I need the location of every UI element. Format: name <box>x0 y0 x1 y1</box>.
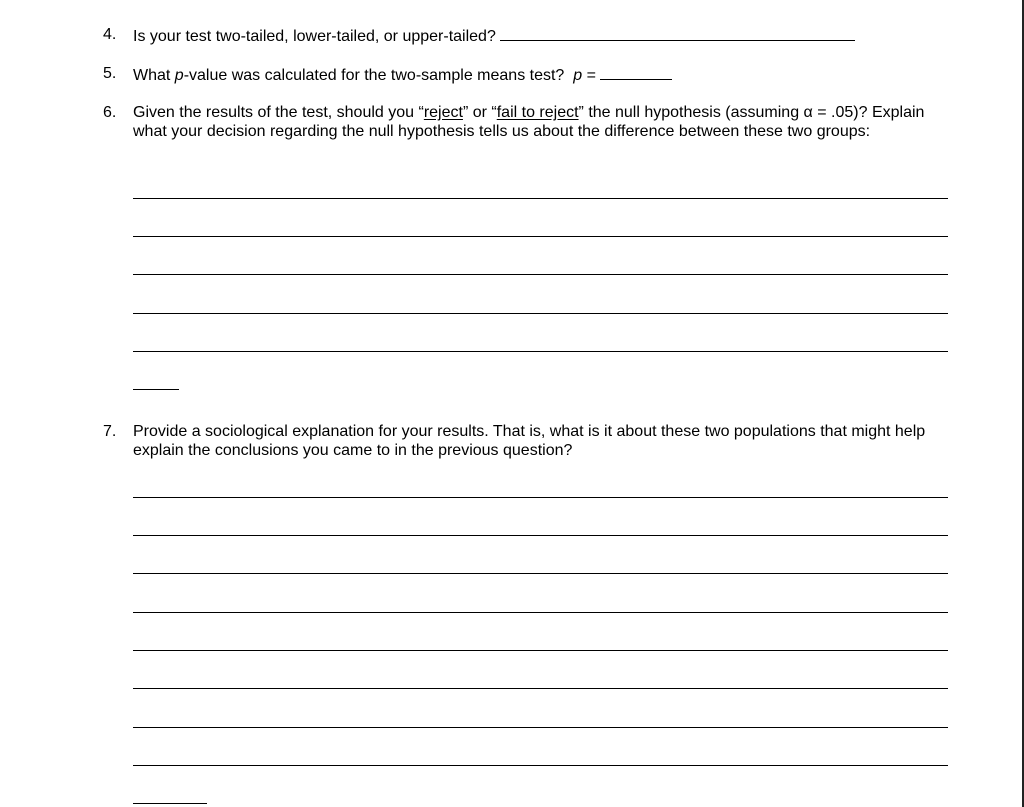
question-5-prompt-end: -value was calculated for the two-sample means test? <box>183 67 565 84</box>
question-6-answer-line[interactable] <box>133 198 948 199</box>
question-6-short-line[interactable] <box>133 389 179 390</box>
question-6-text-1: Given the results of the test, should you “ <box>133 104 424 121</box>
question-7-answer-line[interactable] <box>133 727 948 728</box>
question-6-answer-line[interactable] <box>133 236 948 237</box>
question-7-number: 7. <box>103 423 117 440</box>
question-6-text-2: ” or “ <box>462 104 497 121</box>
question-7-answer-line[interactable] <box>133 612 948 613</box>
fail-to-reject-link[interactable]: fail to reject <box>496 104 579 121</box>
question-5-answer-label: p <box>573 67 583 84</box>
question-4-number: 4. <box>103 26 117 43</box>
question-6-text <box>133 103 948 141</box>
question-7-answer-line[interactable] <box>133 688 948 689</box>
question-4-answer-blank[interactable] <box>500 25 855 41</box>
alpha-symbol: α <box>803 104 813 121</box>
question-5-italic-p: p <box>174 67 184 84</box>
question-6-answer-line[interactable] <box>133 351 948 352</box>
question-7-answer-line[interactable] <box>133 765 948 766</box>
question-7-answer-line[interactable] <box>133 573 948 574</box>
question-7-short-line[interactable] <box>133 803 207 804</box>
question-4-prompt: Is your test two-tailed, lower-tailed, or upper-tailed? <box>133 28 496 45</box>
question-6-answer-line[interactable] <box>133 274 948 275</box>
question-5-prompt-start: What <box>133 67 175 84</box>
question-7-answer-line[interactable] <box>133 650 948 651</box>
question-7-text: Provide a sociological explanation for your results. That is, what is it about these two populations that might help explain the conclusions you came to in the previous question? <box>133 423 926 459</box>
question-5-answer-blank[interactable] <box>600 64 672 80</box>
reject-link[interactable]: reject <box>423 104 463 121</box>
question-5-answer-equals: = <box>582 67 596 84</box>
question-6-number: 6. <box>103 104 117 121</box>
question-7-answer-line[interactable] <box>133 535 948 536</box>
question-7-answer-line[interactable] <box>133 497 948 498</box>
question-6-text-4: = .05)? Explain what your decision regarding the null hypothesis tells us about the difference between these two groups: <box>133 104 925 140</box>
question-6-text-3: ” the null hypothesis (assuming <box>578 104 804 121</box>
question-5-number: 5. <box>103 65 117 82</box>
question-6-answer-line[interactable] <box>133 313 948 314</box>
question-4-text <box>133 25 948 46</box>
question-5-text <box>133 64 948 85</box>
